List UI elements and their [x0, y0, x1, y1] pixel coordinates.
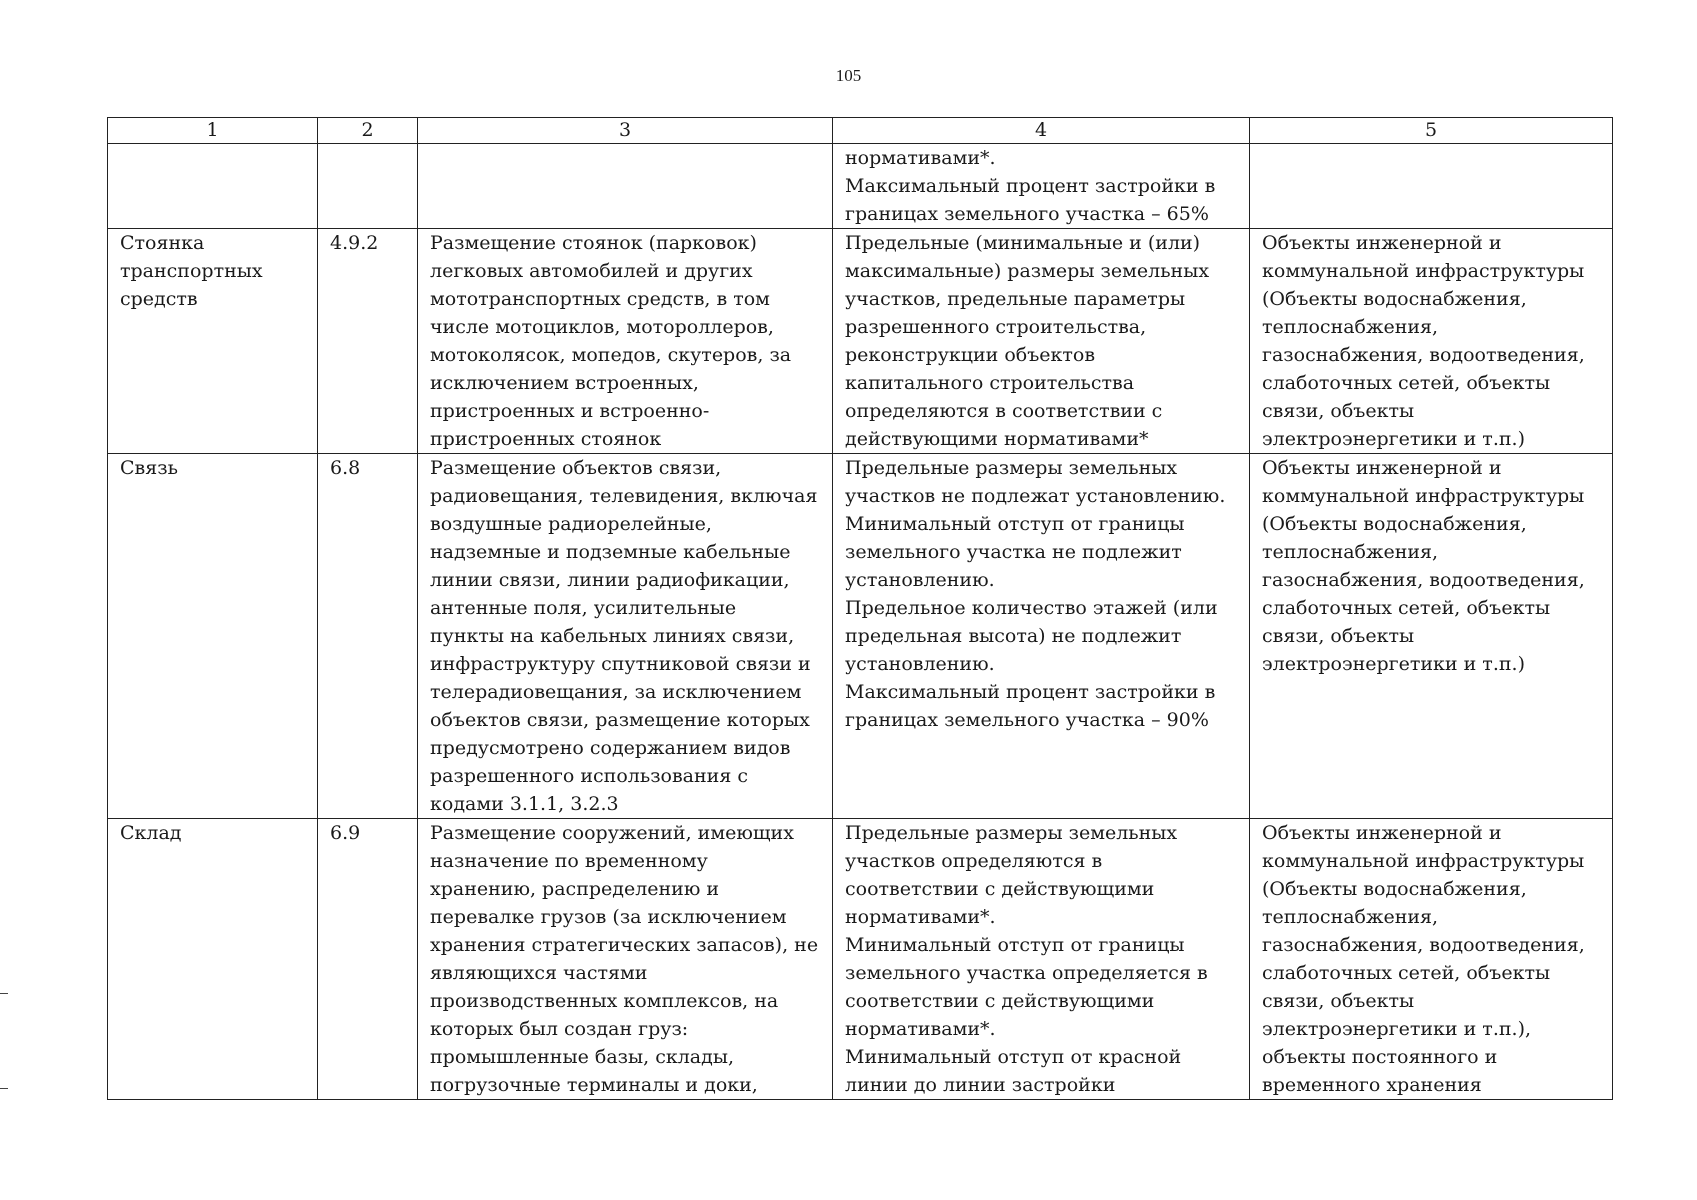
cell-line: предусмотрено содержанием видов: [430, 737, 791, 759]
cell-line: пункты на кабельных линиях связи,: [430, 625, 795, 647]
cell-line: Размещение объектов связи,: [430, 457, 722, 479]
cell-line: установлению.: [845, 653, 995, 675]
cell-description: [418, 144, 833, 229]
cell-line: нормативами*.: [845, 147, 996, 169]
cell-line: границах земельного участка – 65%: [845, 203, 1209, 225]
cell-parameters: [833, 454, 1250, 819]
cell-line: капитального строительства: [845, 372, 1135, 394]
cell-name: [108, 229, 318, 454]
cell-objects: [1250, 229, 1613, 454]
cell-line: мототранспортных средств, в том: [430, 288, 770, 310]
cell-line: хранения стратегических запасов), не: [430, 934, 819, 956]
page-number: 105: [835, 66, 862, 85]
cell-line: (Объекты водоснабжения,: [1262, 878, 1527, 900]
cell-line: коммунальной инфраструктуры: [1262, 260, 1585, 282]
cell-line: разрешенного использования с: [430, 765, 749, 787]
header-row: [108, 118, 1613, 144]
cell-line: участков не подлежат установлению.: [845, 485, 1226, 507]
column-header-5: 5: [1250, 118, 1613, 144]
cell-description: [418, 819, 833, 1100]
cell-line: максимальные) размеры земельных: [845, 260, 1210, 282]
cell-line: Размещение стоянок (парковок): [430, 232, 757, 254]
cell-parameters: [833, 819, 1250, 1100]
cell-line: соответствии с действующими: [845, 878, 1155, 900]
column-header-2: 2: [318, 118, 418, 144]
scan-edge-mark: [0, 993, 8, 994]
cell-objects: [1250, 144, 1613, 229]
cell-line: хранению, распределению и: [430, 878, 720, 900]
cell-line: пристроенных стоянок: [430, 428, 662, 450]
cell-line: теплоснабжения,: [1262, 541, 1439, 563]
cell-line: земельного участка не подлежит: [845, 541, 1182, 563]
cell-line: исключением встроенных,: [430, 372, 699, 394]
cell-line: воздушные радиорелейные,: [430, 513, 712, 535]
cell-line: которых был создан груз:: [430, 1018, 689, 1040]
table-row-parking: [108, 229, 1613, 454]
cell-line: земельного участка определяется в: [845, 962, 1208, 984]
cell-line: радиовещания, телевидения, включая: [430, 485, 818, 507]
cell-line: средств: [120, 288, 198, 310]
cell-line: мотоколясок, мопедов, скутеров, за: [430, 344, 792, 366]
cell-line: реконструкции объектов: [845, 344, 1096, 366]
cell-description: [418, 229, 833, 454]
cell-line: связи, объекты: [1262, 400, 1415, 422]
cell-line: коммунальной инфраструктуры: [1262, 850, 1585, 872]
cell-line: Предельные (минимальные и (или): [845, 232, 1201, 254]
cell-line: теплоснабжения,: [1262, 906, 1439, 928]
cell-line: инфраструктуру спутниковой связи и: [430, 653, 811, 675]
cell-line: связи, объекты: [1262, 990, 1415, 1012]
cell-line: разрешенного строительства,: [845, 316, 1147, 338]
cell-code: [318, 454, 418, 819]
cell-line: связи, объекты: [1262, 625, 1415, 647]
column-header-3: 3: [418, 118, 833, 144]
cell-line: Максимальный процент застройки в: [845, 681, 1216, 703]
cell-objects: [1250, 819, 1613, 1100]
cell-line: нормативами*.: [845, 906, 996, 928]
cell-line: телерадиовещания, за исключением: [430, 681, 802, 703]
cell-line: определяются в соответствии с: [845, 400, 1163, 422]
cell-line: электроэнергетики и т.п.): [1262, 428, 1525, 450]
cell-line: временного хранения: [1262, 1074, 1482, 1096]
cell-line: электроэнергетики и т.п.): [1262, 653, 1525, 675]
cell-line: Предельные размеры земельных: [845, 822, 1178, 844]
column-header-4: 4: [833, 118, 1250, 144]
cell-line: Объекты инженерной и: [1262, 232, 1502, 254]
cell-code: [318, 229, 418, 454]
cell-line: коммунальной инфраструктуры: [1262, 485, 1585, 507]
cell-line: (Объекты водоснабжения,: [1262, 513, 1527, 535]
cell-line: Предельные размеры земельных: [845, 457, 1178, 479]
cell-line: пристроенных и встроенно-: [430, 400, 710, 422]
cell-line: слаботочных сетей, объекты: [1262, 962, 1551, 984]
cell-line: антенные поля, усилительные: [430, 597, 737, 619]
cell-line: назначение по временному: [430, 850, 708, 872]
cell-line: Склад: [120, 822, 182, 844]
land-use-table: [107, 117, 1613, 1100]
cell-line: газоснабжения, водоотведения,: [1262, 344, 1585, 366]
column-header-1: 1: [108, 118, 318, 144]
cell-line: Стоянка: [120, 232, 205, 254]
cell-code: [318, 144, 418, 229]
cell-line: слаботочных сетей, объекты: [1262, 597, 1551, 619]
cell-line: Минимальный отступ от границы: [845, 513, 1185, 535]
cell-line: электроэнергетики и т.п.),: [1262, 1018, 1532, 1040]
cell-line: нормативами*.: [845, 1018, 996, 1040]
cell-parameters: [833, 144, 1250, 229]
cell-line: участков, предельные параметры: [845, 288, 1186, 310]
cell-line: Объекты инженерной и: [1262, 822, 1502, 844]
cell-line: промышленные базы, склады,: [430, 1046, 734, 1068]
cell-line: действующими нормативами*: [845, 428, 1149, 450]
cell-line: линии до линии застройки: [845, 1074, 1116, 1096]
cell-line: кодами 3.1.1, 3.2.3: [430, 793, 619, 815]
table-row-communications: [108, 454, 1613, 819]
cell-code: [318, 819, 418, 1100]
cell-line: производственных комплексов, на: [430, 990, 779, 1012]
table-row-warehouse: [108, 819, 1613, 1100]
cell-line: транспортных: [120, 260, 263, 282]
cell-line: погрузочные терминалы и доки,: [430, 1074, 758, 1096]
cell-description: [418, 454, 833, 819]
cell-line: предельная высота) не подлежит: [845, 625, 1182, 647]
cell-line: Предельное количество этажей (или: [845, 597, 1218, 619]
cell-line: легковых автомобилей и других: [430, 260, 753, 282]
cell-line: (Объекты водоснабжения,: [1262, 288, 1527, 310]
cell-name: [108, 454, 318, 819]
cell-line: перевалке грузов (за исключением: [430, 906, 787, 928]
cell-line: являющихся частями: [430, 962, 648, 984]
cell-line: участков определяются в: [845, 850, 1103, 872]
cell-line: объекты постоянного и: [1262, 1046, 1498, 1068]
cell-line: установлению.: [845, 569, 995, 591]
table-row-continuation: [108, 144, 1613, 229]
cell-line: Максимальный процент застройки в: [845, 175, 1216, 197]
cell-line: соответствии с действующими: [845, 990, 1155, 1012]
scan-edge-mark: [0, 1088, 8, 1089]
cell-line: Минимальный отступ от границы: [845, 934, 1185, 956]
cell-line: Минимальный отступ от красной: [845, 1046, 1182, 1068]
cell-line: слаботочных сетей, объекты: [1262, 372, 1551, 394]
cell-line: газоснабжения, водоотведения,: [1262, 569, 1585, 591]
cell-line: границах земельного участка – 90%: [845, 709, 1209, 731]
cell-line: Объекты инженерной и: [1262, 457, 1502, 479]
cell-parameters: [833, 229, 1250, 454]
cell-line: линии связи, линии радиофикации,: [430, 569, 790, 591]
cell-line: теплоснабжения,: [1262, 316, 1439, 338]
cell-line: объектов связи, размещение которых: [430, 709, 810, 731]
cell-line: 6.9: [330, 822, 361, 844]
cell-line: газоснабжения, водоотведения,: [1262, 934, 1585, 956]
cell-line: надземные и подземные кабельные: [430, 541, 791, 563]
cell-line: 4.9.2: [330, 232, 379, 254]
cell-line: 6.8: [330, 457, 361, 479]
cell-name: [108, 819, 318, 1100]
cell-name: [108, 144, 318, 229]
cell-line: числе мотоциклов, мотороллеров,: [430, 316, 774, 338]
cell-objects: [1250, 454, 1613, 819]
cell-line: Размещение сооружений, имеющих: [430, 822, 794, 844]
cell-line: Связь: [120, 457, 178, 479]
